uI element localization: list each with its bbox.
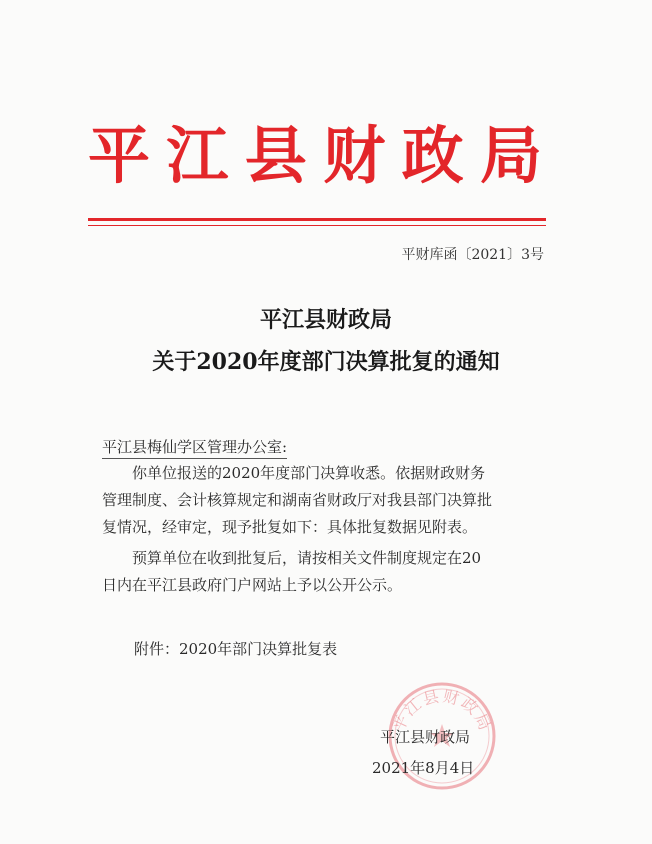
title-line-2: 关于2020年度部门决算批复的通知 xyxy=(152,349,500,375)
paragraph-1-line: 你单位报送的2020年度部门决算收悉。依据财政财务 xyxy=(132,464,486,482)
paragraph-2 xyxy=(102,545,552,599)
paragraph-1-line: 管理制度、会计核算规定和湖南省财政厅对我县部门决算批 xyxy=(102,491,493,509)
seal-text: 平江县财政局 xyxy=(388,686,496,735)
addressee: 平江县梅仙学区管理办公室: xyxy=(102,436,287,459)
paragraph-2-line: 预算单位在收到批复后，请按相关文件制度规定在20 xyxy=(132,549,482,567)
paragraph-1-line: 复情况，经审定，现予批复如下：具体批复数据见附表。 xyxy=(102,518,478,536)
attachment-line: 附件：2020年部门决算批复表 xyxy=(134,640,338,658)
red-rule-thin xyxy=(88,225,546,226)
paragraph-2-line: 日内在平江县政府门户网站上予以公开公示。 xyxy=(102,576,403,594)
title-line-1: 平江县财政局 xyxy=(259,307,392,333)
paragraph-1 xyxy=(102,460,552,541)
signature-organization: 平江县财政局 xyxy=(380,728,471,746)
document-number: 平财库函〔2021〕3号 xyxy=(401,247,544,263)
red-rule-thick xyxy=(88,218,546,221)
signature-date: 2021年8月4日 xyxy=(372,759,475,777)
masthead-title: 平江县财政局 xyxy=(88,119,548,192)
